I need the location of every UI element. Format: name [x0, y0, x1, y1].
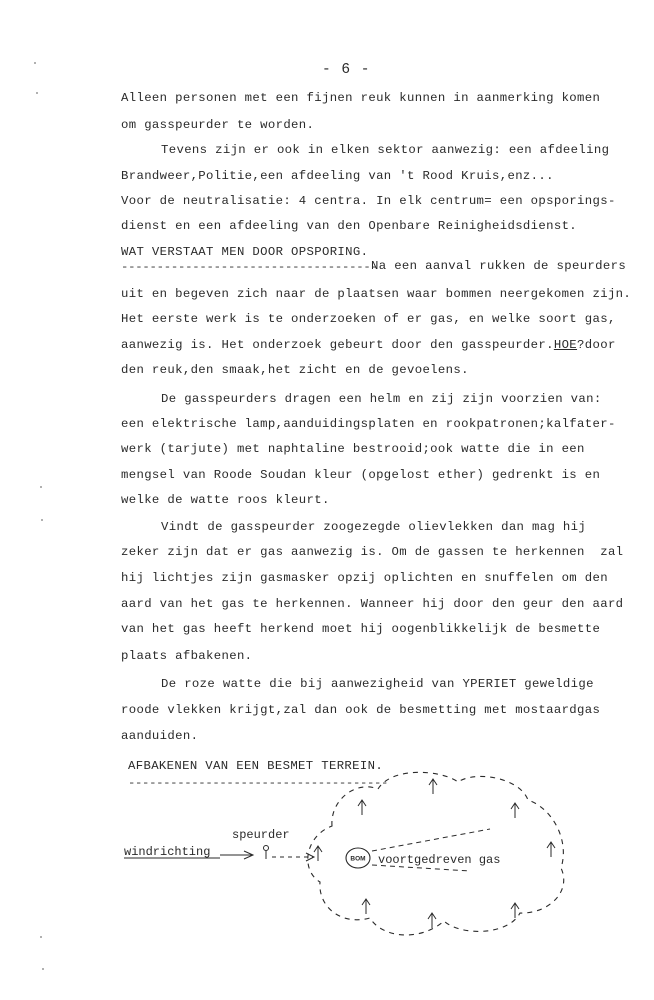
text-line: een elektrische lamp,aanduidingsplaten en rookpatronen;kalfater- [121, 417, 616, 431]
speurder-figure-icon [264, 846, 269, 851]
text-line: welke de watte roos kleurt. [121, 493, 330, 507]
text-line: den reuk,den smaak,het zicht en de gevoelens. [121, 363, 469, 377]
text-line: mengsel van Roode Soudan kleur (opgelost ether) gedrenkt is en [121, 468, 601, 482]
heading-rule: ------------------------------------- [128, 776, 389, 790]
underlined-word-hoe: HOE [553, 338, 578, 352]
gas-drift-label: voortgedreven gas [378, 853, 501, 867]
section-heading-opsporing: WAT VERSTAAT MEN DOOR OPSPORING. [121, 245, 369, 259]
text-line: aard van het gas te herkennen. Wanneer hij door den geur den aard [121, 597, 624, 611]
text-span: aanwezig is. Het onderzoek gebeurt door den gasspeurder. [121, 338, 554, 352]
text-line: roode vlekken krijgt,zal dan ook de besmetting met mostaardgas [121, 703, 601, 717]
text-line: zeker zijn dat er gas aanwezig is. Om de gassen te herkennen zal [121, 545, 624, 559]
text-line: Tevens zijn er ook in elken sektor aanwezig: een afdeeling [161, 143, 610, 157]
text-line: Alleen personen met een fijnen reuk kunnen in aanmerking komen [121, 91, 601, 105]
text-span: ?door [577, 338, 616, 352]
speurder-label: speurder [232, 828, 290, 842]
text-line: dienst en een afdeeling van den Openbare Reinigheidsdienst. [121, 219, 578, 233]
heading-rule: ------------------------------------ [121, 260, 378, 274]
text-line: aanduiden. [121, 729, 199, 743]
text-line: om gasspeurder te worden. [121, 118, 315, 132]
section-heading-afbakenen: AFBAKENEN VAN EEN BESMET TERREIN. [128, 759, 384, 773]
text-line: Het eerste werk is te onderzoeken of er gas, en welke soort gas, [121, 312, 616, 326]
text-line: Na een aanval rukken de speurders [371, 259, 627, 273]
wind-direction-label: windrichting [124, 845, 211, 859]
text-line: hij lichtjes zijn gasmasker opzij oplichten en snuffelen om den [121, 571, 608, 585]
text-line: De gasspeurders dragen een helm en zij zijn voorzien van: [161, 392, 602, 406]
text-line: Brandweer,Politie,een afdeeling van 't Rood Kruis,enz... [121, 169, 554, 183]
text-line: Voor de neutralisatie: 4 centra. In elk centrum= een opsporings- [121, 194, 616, 208]
text-line: Vindt de gasspeurder zoogezegde olievlekken dan mag hij [161, 520, 587, 534]
page-number: - 6 - [322, 62, 371, 78]
text-line: De roze watte die bij aanwezigheid van YPERIET geweldige [161, 677, 594, 691]
text-line: plaats afbakenen. [121, 649, 253, 663]
gas-drift-line [372, 829, 490, 851]
text-line: werk (tarjute) met naphtaline bestrooid;ook watte die in een [121, 442, 585, 456]
bomb-label: BOM [350, 855, 366, 863]
text-line: uit en begeven zich naar de plaatsen waar bommen neergekomen zijn. [121, 287, 632, 301]
text-line: van het gas heeft herkend moet hij oogenblikkelijk de besmette [121, 622, 601, 636]
